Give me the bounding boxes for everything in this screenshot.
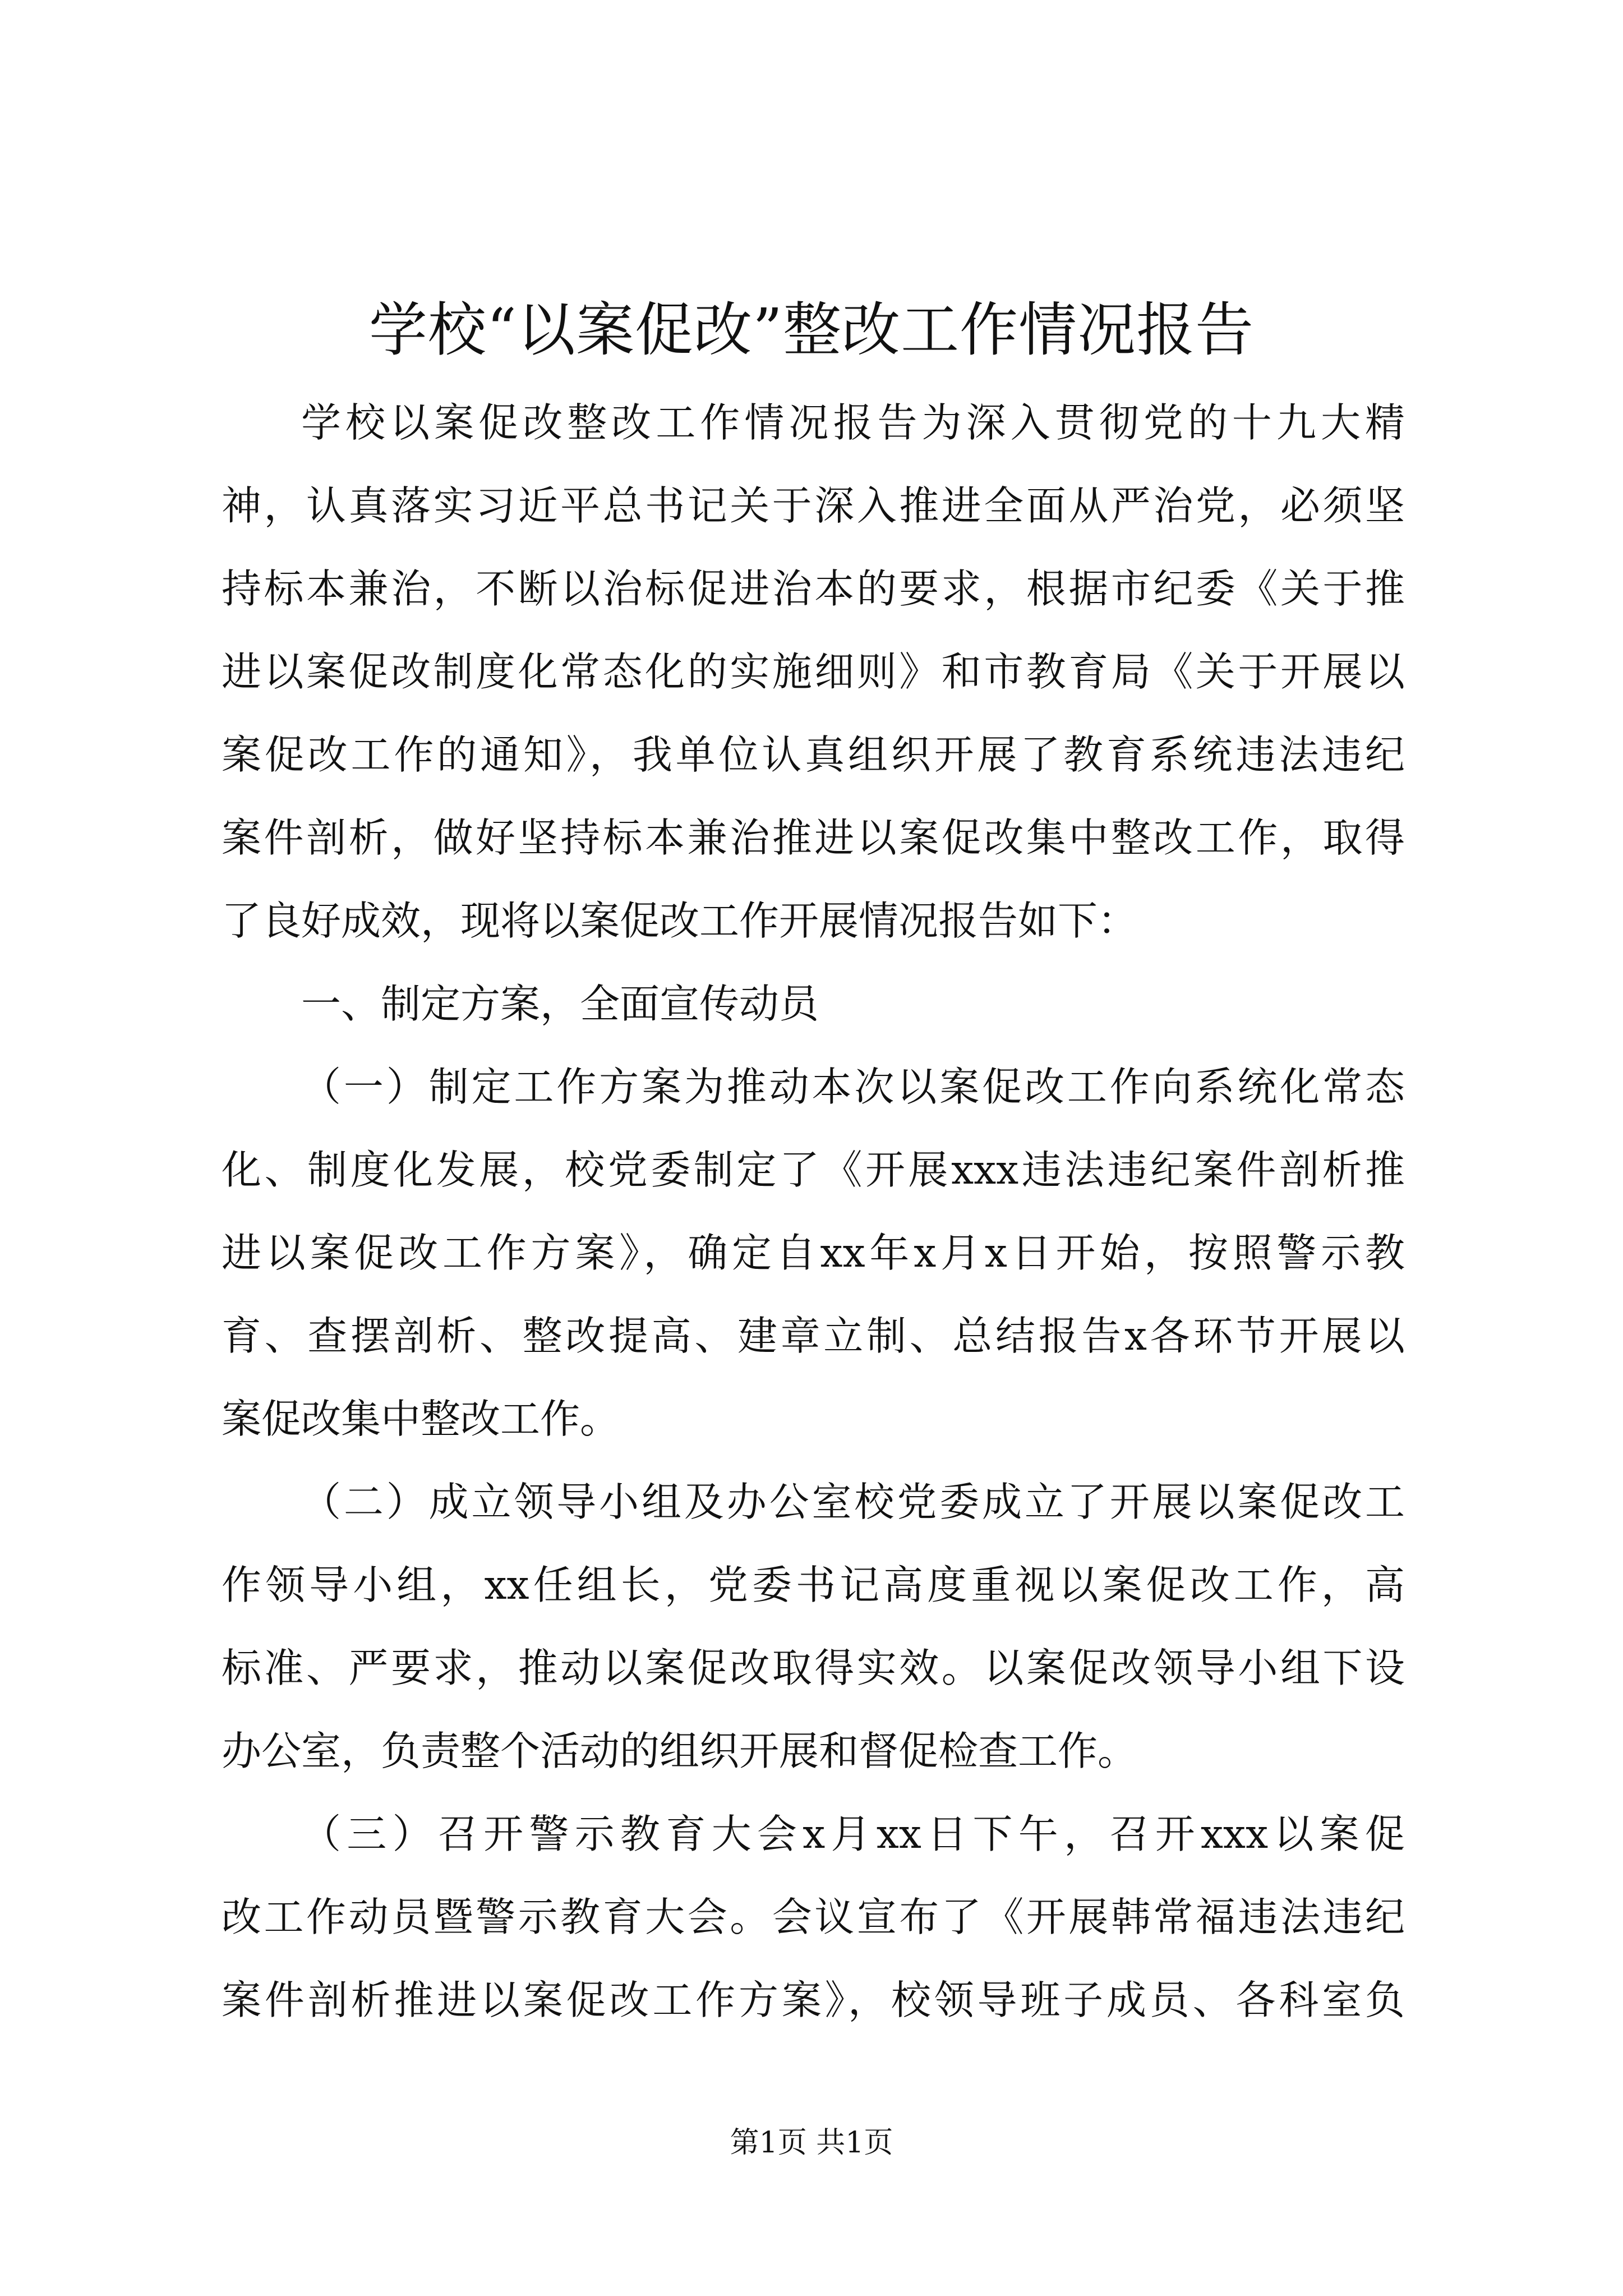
text-line: 持标本兼治，不断以治标促进治本的要求，根据市纪委《关于推 [222, 565, 1405, 612]
text-line: 化、制度化发展，校党委制定了《开展xxx违法违纪案件剖析推 [222, 1147, 1405, 1193]
page-footer: 第1页 共1页 [730, 2126, 893, 2160]
text-line: （一）制定工作方案为推动本次以案促改工作向系统化常态 [301, 1064, 1405, 1110]
text-line: 作领导小组，xx任组长，党委书记高度重视以案促改工作，高 [222, 1562, 1405, 1608]
paragraph-item-1 [222, 1046, 1405, 1461]
text-line: 神，认真落实习近平总书记关于深入推进全面从严治党，必须坚 [222, 482, 1405, 529]
text-line: （二）成立领导小组及办公室校党委成立了开展以案促改工 [301, 1479, 1405, 1525]
text-line: （三）召开警示教育大会x月xx日下午，召开xxx以案促 [301, 1811, 1405, 1857]
paragraph-intro [222, 381, 1405, 963]
text-line: 改工作动员暨警示教育大会。会议宣布了《开展韩常福违法违纪 [222, 1894, 1405, 1940]
text-line: 案促改工作的通知》，我单位认真组织开展了教育系统违法违纪 [222, 731, 1405, 778]
paragraph-item-2 [222, 1461, 1405, 1793]
paragraph-item-3 [222, 1793, 1405, 2042]
text-line: 进以案促改工作方案》，确定自xx年x月x日开始，按照警示教 [222, 1230, 1405, 1276]
text-line: 了良好成效，现将以案促改工作开展情况报告如下： [222, 898, 1138, 944]
text-line: 案件剖析推进以案促改工作方案》，校领导班子成员、各科室负 [222, 1977, 1405, 2023]
text-line: 办公室，负责整个活动的组织开展和督促检查工作。 [222, 1728, 1138, 1774]
text-line: 标准、严要求，推动以案促改取得实效。以案促改领导小组下设 [222, 1645, 1405, 1691]
text-line: 案件剖析，做好坚持标本兼治推进以案促改集中整改工作，取得 [222, 815, 1405, 861]
text-line: 进以案促改制度化常态化的实施细则》和市教育局《关于开展以 [222, 648, 1405, 695]
section-heading [222, 963, 1405, 1046]
text-line: 案促改集中整改工作。 [222, 1396, 620, 1442]
document-title: 学校“以案促改”整改工作情况报告 [368, 296, 1255, 364]
text-line: 一、制定方案，全面宣传动员 [301, 981, 819, 1027]
text-line: 学校以案促改整改工作情况报告为深入贯彻党的十九大精 [301, 399, 1405, 446]
text-line: 育、查摆剖析、整改提高、建章立制、总结报告x各环节开展以 [222, 1313, 1405, 1359]
